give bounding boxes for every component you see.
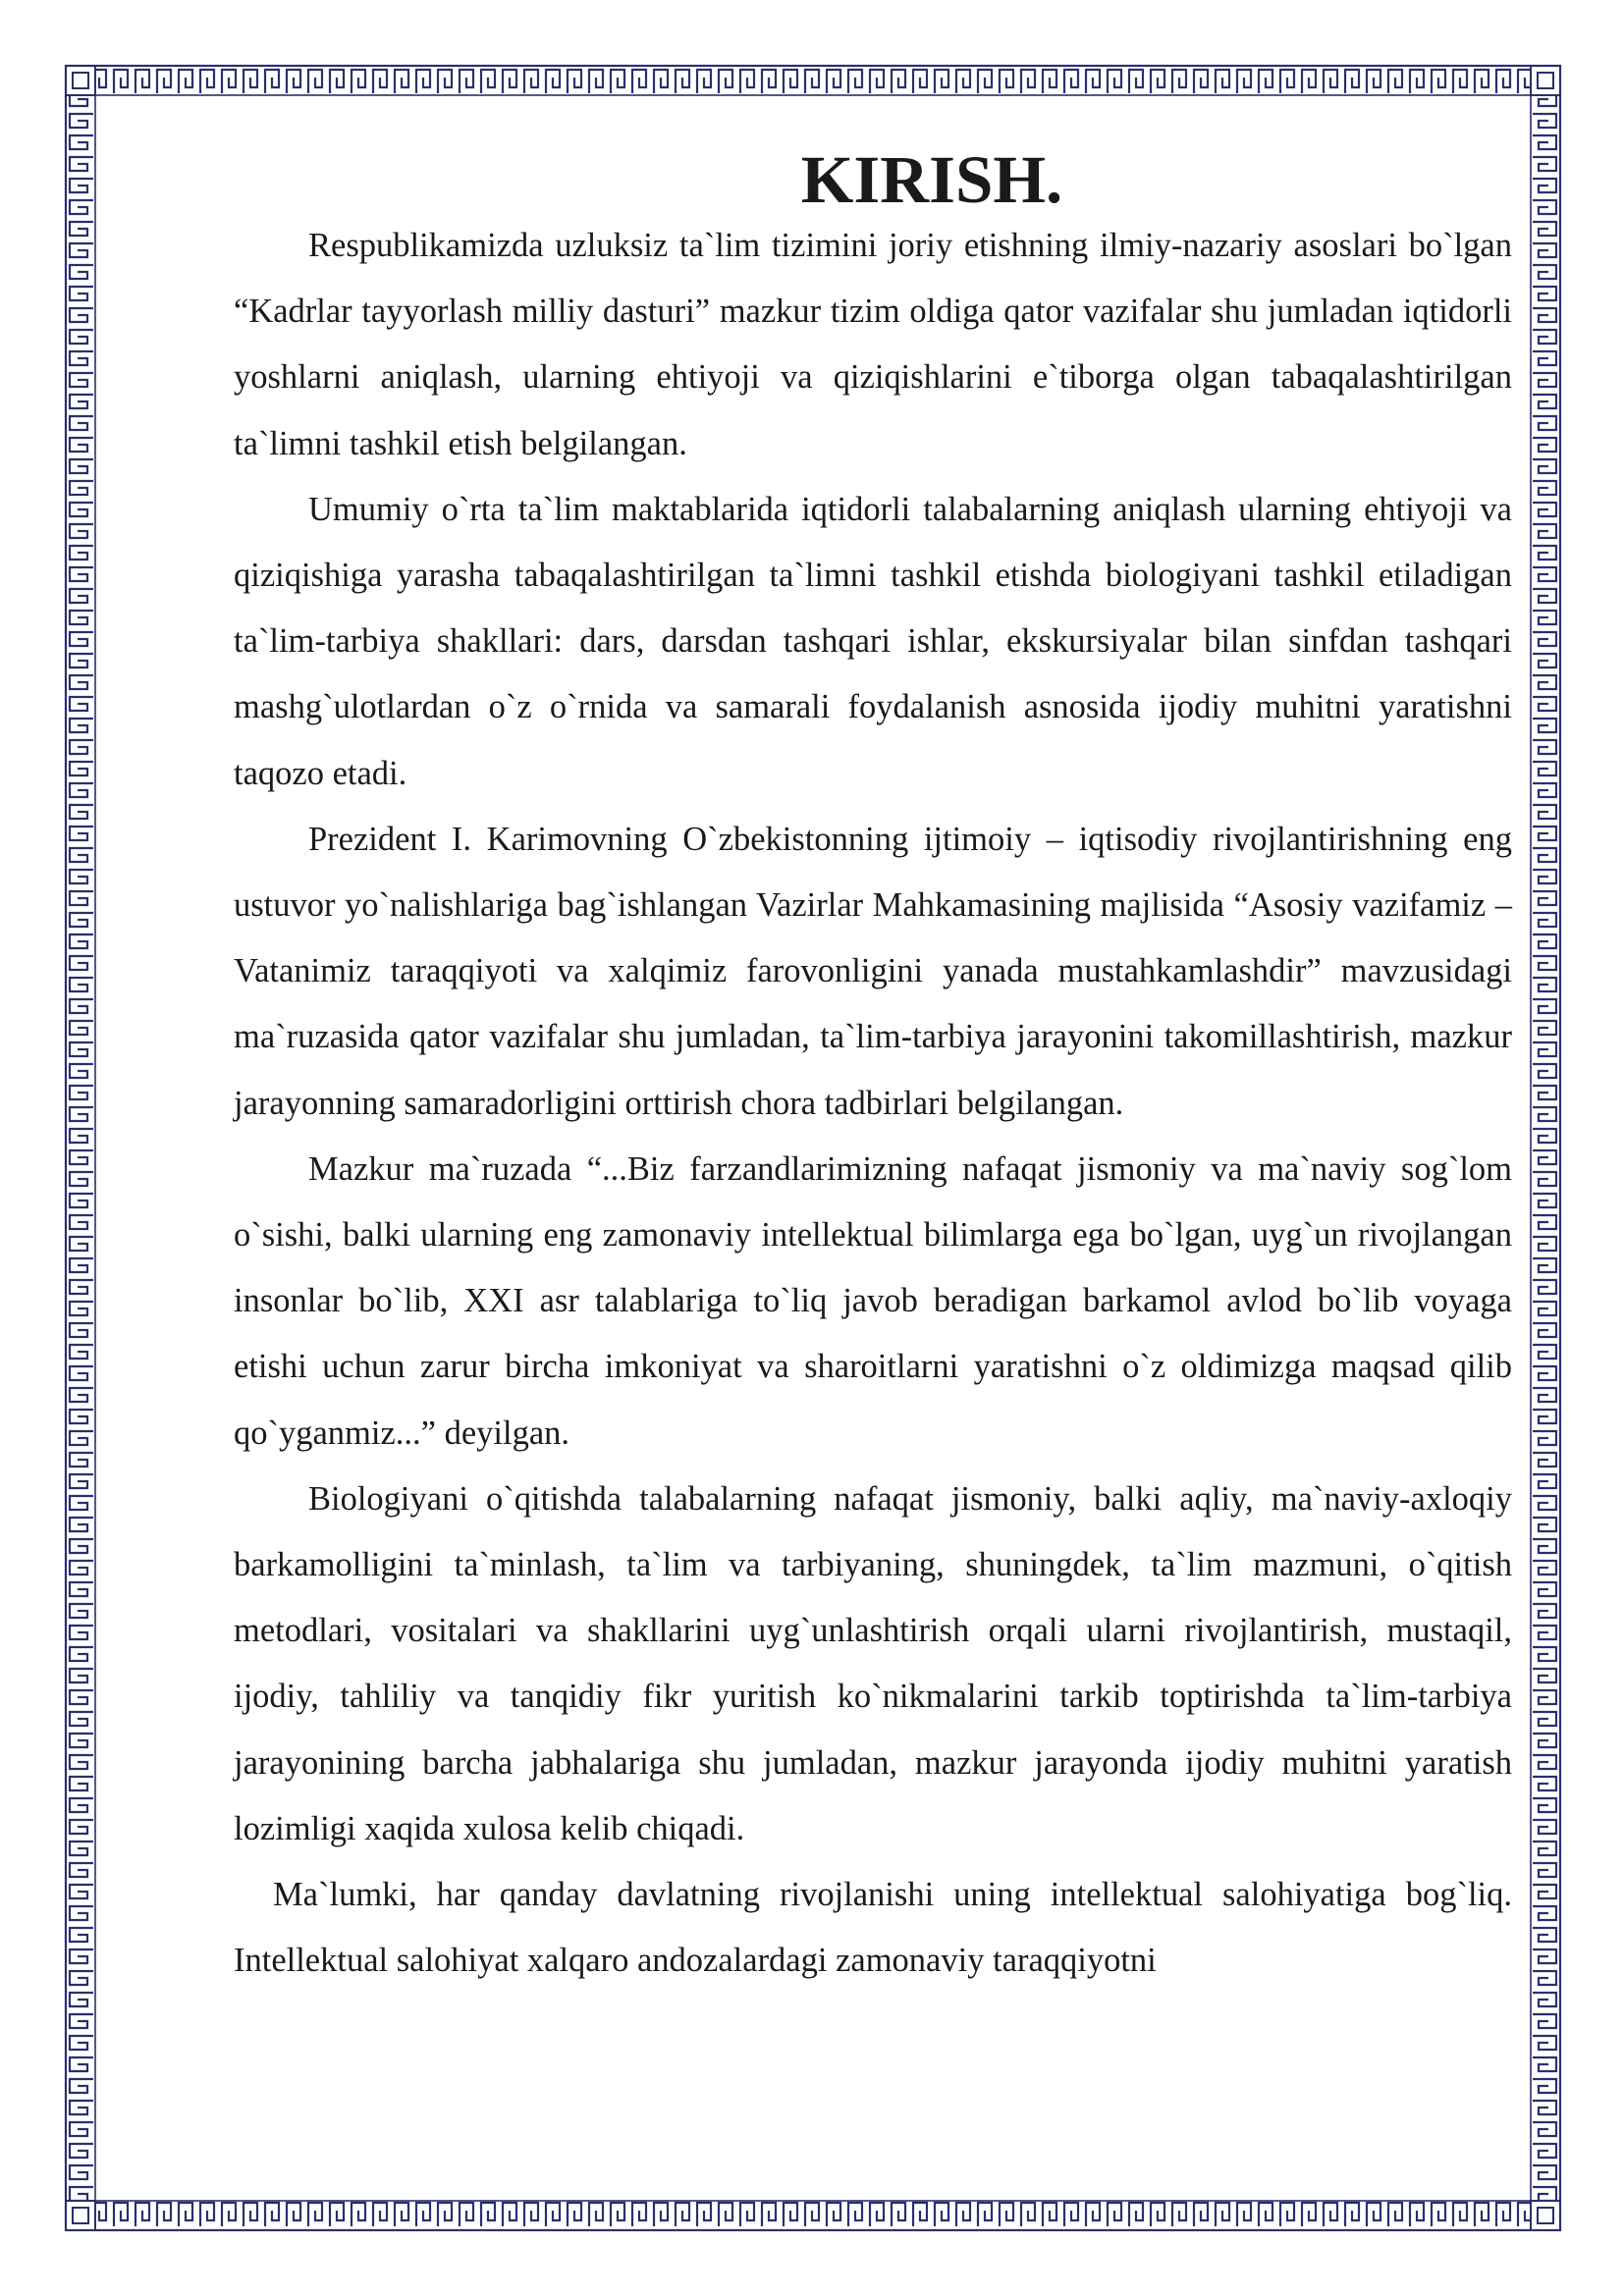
paragraph-1: Respublikamizda uzluksiz ta`lim tizimini joriy etishning ilmiy-nazariy asoslari bo`lgan “Kadrlar tayyorlash milliy dasturi” mazkur tizim oldiga qator vazifalar shu jumladan iqtidorli yoshlarni aniqlash, ularning ehtiyoji va qiziqishlarini e`tiborga olgan tabaqalashtirilgan ta`limni tashkil etish belgilangan. (234, 227, 1512, 462)
paragraph-5: Biologiyani o`qitishda talabalarning nafaqat jismoniy, balki aqliy, ma`naviy-axloqiy barkamolligini ta`minlash, ta`lim va tarbiyaning, shuningdek, ta`lim mazmuni, o`qitish metodlari, vositalari va shakllarini uyg`unlashtirish orqali ularni rivojlantirish, mustaqil, ijodiy, tahliliy va tanqidiy fikr yuritish ko`nikmalarini tarkib toptirishda ta`lim-tarbiya jarayonining barcha jabhalariga shu jumladan, mazkur jarayonda ijodiy muhitni yaratish lozimligi xaqida xulosa kelib chiqadi. (234, 1479, 1512, 1847)
page-title: KIRISH. (800, 142, 1063, 217)
document-body (234, 142, 1512, 1994)
paragraph-6: Ma`lumki, har qanday davlatning rivojlanishi uning intellektual salohiyatiga bog`liq. Intellektual salohiyat xalqaro andozalardagi zamonaviy taraqqiyotni (234, 1876, 1512, 1980)
paragraph-4: Mazkur ma`ruzada “...Biz farzandlarimizning nafaqat jismoniy va ma`naviy sog`lom o`sishi, balki ularning eng zamonaviy intellektual bilimlarga ega bo`lgan, uyg`un rivojlangan insonlar bo`lib, XXI asr talablariga to`liq javob beradigan barkamol avlod bo`lib voyaga etishi uchun zarur bircha imkoniyat va sharoitlarni yaratishni o`z oldimizga maqsad qilib qo`yganmiz...” deyilgan. (234, 1149, 1512, 1452)
paragraph-3: Prezident I. Karimovning O`zbekistonning ijtimoiy – iqtisodiy rivojlantirishning eng ustuvor yo`nalishlariga bag`ishlangan Vazirlar Mahkamasining majlisida “Asosiy vazifamiz – Vatanimiz taraqqiyoti va xalqimiz farovonligini yanada mustahkamlashdir” mavzusidagi ma`ruzasida qator vazifalar shu jumladan, ta`lim-tarbiya jarayonini takomillashtirish, mazkur jarayonning samaradorligini orttirish chora tadbirlari belgilangan. (234, 820, 1512, 1122)
paragraph-2: Umumiy o`rta ta`lim maktablarida iqtidorli talabalarning aniqlash ularning ehtiyoji va qiziqishiga yarasha tabaqalashtirilgan ta`limni tashkil etishda biologiyani tashkil etiladigan ta`lim-tarbiya shakllari: dars, darsdan tashqari ishlar, ekskursiyalar bilan sinfdan tashqari mashg`ulotlardan o`z o`rnida va samarali foydalanish asnosida ijodiy muhitni yaratishni taqozo etadi. (234, 490, 1512, 792)
